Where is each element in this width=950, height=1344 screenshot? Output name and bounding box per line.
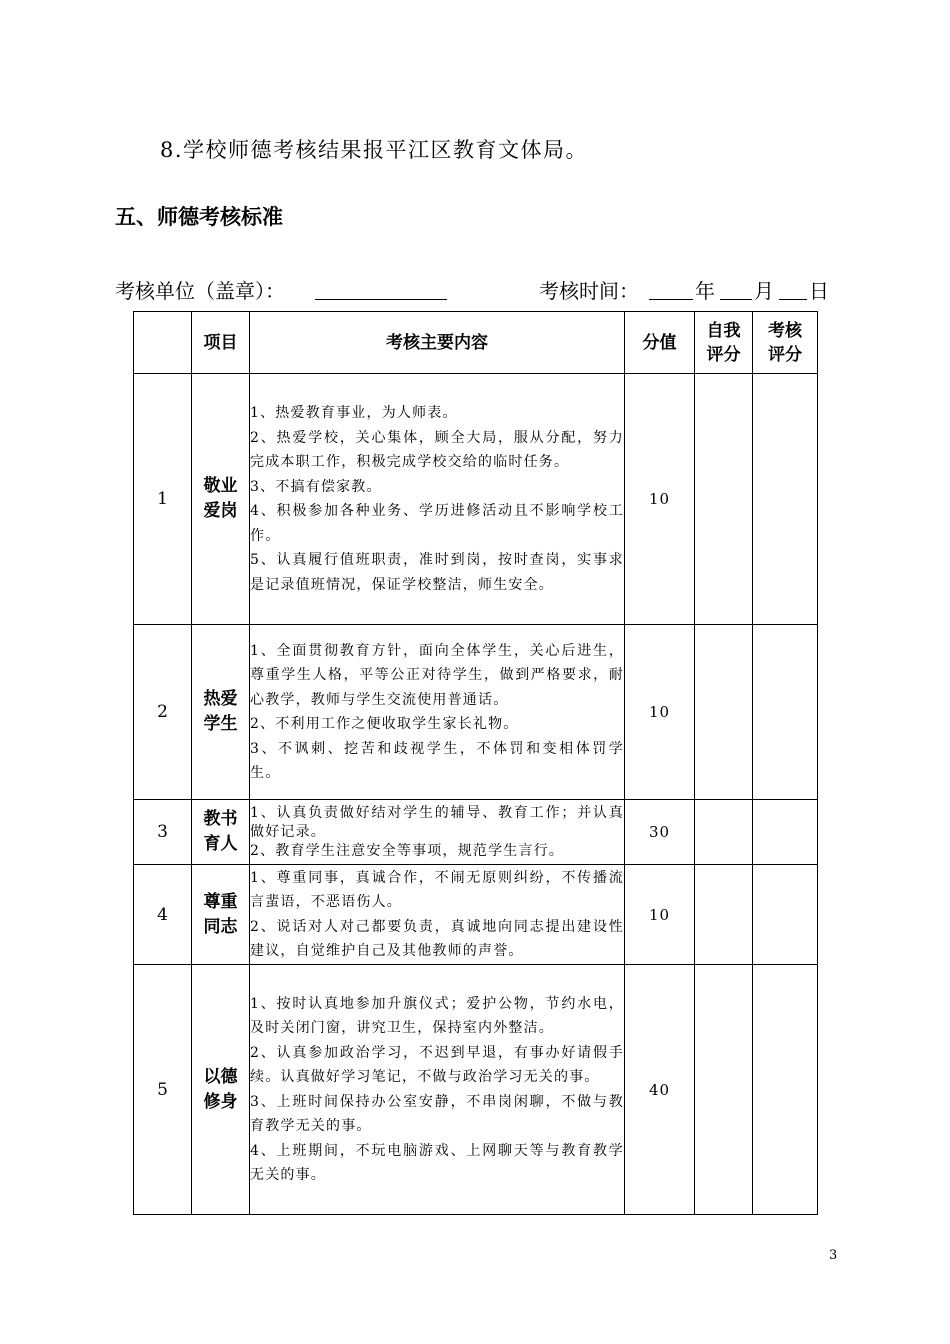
row-content bbox=[250, 374, 625, 625]
table-row bbox=[134, 965, 818, 1215]
row-item bbox=[192, 865, 250, 965]
year-blank-line bbox=[649, 275, 693, 300]
year-label: 年 bbox=[695, 279, 715, 303]
header-assess-line1: 考核 bbox=[768, 320, 802, 341]
table-row bbox=[134, 800, 818, 865]
content-point: 1、全面贯彻教育方针，面向全体学生，关心后进生，尊重学生人格，平等公正对待学生，做到严格要求，耐心教学，教师与学生交流使用普通话。 bbox=[250, 642, 624, 708]
header-item: 项目 bbox=[192, 312, 250, 374]
row-score: 10 bbox=[625, 625, 695, 800]
header-number bbox=[134, 312, 192, 374]
header-self-score bbox=[695, 312, 753, 374]
table-header-row bbox=[134, 312, 818, 374]
content-point: 1、尊重同事，真诚合作，不闹无原则纠纷，不传播流言蜚语，不恶语伤人。 bbox=[250, 869, 624, 910]
header-self-line2: 评分 bbox=[706, 344, 741, 365]
row-score: 40 bbox=[625, 965, 695, 1215]
item-line2: 修身 bbox=[203, 1091, 238, 1112]
self-score-cell[interactable] bbox=[695, 374, 753, 625]
row-score: 10 bbox=[625, 374, 695, 625]
item-line1: 以德 bbox=[203, 1066, 238, 1087]
paragraph-8: 8.学校师德考核结果报平江区教育文体局。 bbox=[160, 138, 589, 162]
self-score-cell[interactable] bbox=[695, 625, 753, 800]
assess-score-cell[interactable] bbox=[753, 374, 818, 625]
row-content bbox=[250, 625, 625, 800]
content-point: 1、热爱教育事业，为人师表。 bbox=[250, 405, 458, 421]
row-score: 10 bbox=[625, 865, 695, 965]
content-point: 4、积极参加各种业务、学历进修活动且不影响学校工作。 bbox=[250, 503, 624, 544]
content-point: 2、不利用工作之便收取学生家长礼物。 bbox=[250, 716, 519, 732]
content-point: 2、热爱学校，关心集体，顾全大局，服从分配，努力完成本职工作，积极完成学校交给的临时任务。 bbox=[250, 429, 624, 470]
section-heading: 五、师德考核标准 bbox=[115, 205, 283, 229]
item-line2: 同志 bbox=[203, 916, 238, 937]
row-content bbox=[250, 800, 625, 865]
row-number: 1 bbox=[134, 374, 192, 625]
assess-score-cell[interactable] bbox=[753, 865, 818, 965]
item-line2: 爱岗 bbox=[203, 501, 238, 521]
content-point: 1、认真负责做好结对学生的辅导、教育工作；并认真做好记录。 bbox=[250, 804, 624, 840]
item-line1: 教书 bbox=[203, 809, 238, 829]
day-blank-line bbox=[779, 275, 807, 300]
header-assess-score bbox=[753, 312, 818, 374]
row-number: 5 bbox=[134, 965, 192, 1215]
time-label: 考核时间： bbox=[539, 279, 639, 303]
row-number: 4 bbox=[134, 865, 192, 965]
table-row bbox=[134, 374, 818, 625]
row-content bbox=[250, 865, 625, 965]
item-line1: 热爱 bbox=[203, 689, 238, 709]
row-number: 2 bbox=[134, 625, 192, 800]
header-assess-line2: 评分 bbox=[768, 344, 802, 365]
month-blank-line bbox=[720, 275, 752, 300]
assessment-table bbox=[133, 311, 818, 1215]
header-score: 分值 bbox=[625, 312, 695, 374]
item-line2: 育人 bbox=[203, 834, 238, 854]
assess-score-cell[interactable] bbox=[753, 965, 818, 1215]
self-score-cell[interactable] bbox=[695, 865, 753, 965]
content-point: 3、不搞有偿家教。 bbox=[250, 478, 382, 495]
unit-blank-line bbox=[315, 275, 447, 300]
content-point: 3、上班时间保持办公室安静，不串岗闲聊，不做与教育教学无关的事。 bbox=[250, 1093, 624, 1134]
table-row bbox=[134, 865, 818, 965]
content-point: 3、不讽刺、挖苦和歧视学生，不体罚和变相体罚学生。 bbox=[250, 740, 624, 781]
self-score-cell[interactable] bbox=[695, 965, 753, 1215]
content-point: 2、说话对人对己都要负责，真诚地向同志提出建设性建议，自觉维护自己及其他教师的声誉。 bbox=[250, 918, 624, 959]
assess-score-cell[interactable] bbox=[753, 625, 818, 800]
day-label: 日 bbox=[809, 279, 829, 303]
page-number: 3 bbox=[829, 1248, 838, 1263]
row-content bbox=[250, 965, 625, 1215]
assess-score-cell[interactable] bbox=[753, 800, 818, 865]
row-item bbox=[192, 374, 250, 625]
content-point: 4、上班期间，不玩电脑游戏、上网聊天等与教育教学无关的事。 bbox=[250, 1142, 624, 1183]
table-row bbox=[134, 625, 818, 800]
item-line2: 学生 bbox=[203, 714, 238, 734]
content-point: 2、教育学生注意安全等事项，规范学生言行。 bbox=[250, 842, 565, 859]
row-item bbox=[192, 965, 250, 1215]
month-label: 月 bbox=[754, 279, 774, 303]
content-point: 1、按时认真地参加升旗仪式；爱护公物，节约水电，及时关闭门窗，讲究卫生，保持室内外整洁。 bbox=[250, 995, 624, 1036]
header-content: 考核主要内容 bbox=[250, 312, 625, 374]
item-line1: 尊重 bbox=[203, 891, 238, 912]
content-point: 5、认真履行值班职责，准时到岗，按时查岗，实事求是记录值班情况，保证学校整洁，师生安全。 bbox=[250, 552, 624, 593]
self-score-cell[interactable] bbox=[695, 800, 753, 865]
row-item bbox=[192, 800, 250, 865]
unit-label: 考核单位（盖章）： bbox=[115, 279, 285, 303]
row-score: 30 bbox=[625, 800, 695, 865]
item-line1: 敬业 bbox=[203, 476, 238, 496]
row-item bbox=[192, 625, 250, 800]
header-self-line1: 自我 bbox=[706, 320, 741, 341]
unit-time-line bbox=[115, 273, 830, 305]
content-point: 2、认真参加政治学习，不迟到早退，有事办好请假手续。认真做好学习笔记，不做与政治学习无关的事。 bbox=[250, 1044, 624, 1085]
row-number: 3 bbox=[134, 800, 192, 865]
